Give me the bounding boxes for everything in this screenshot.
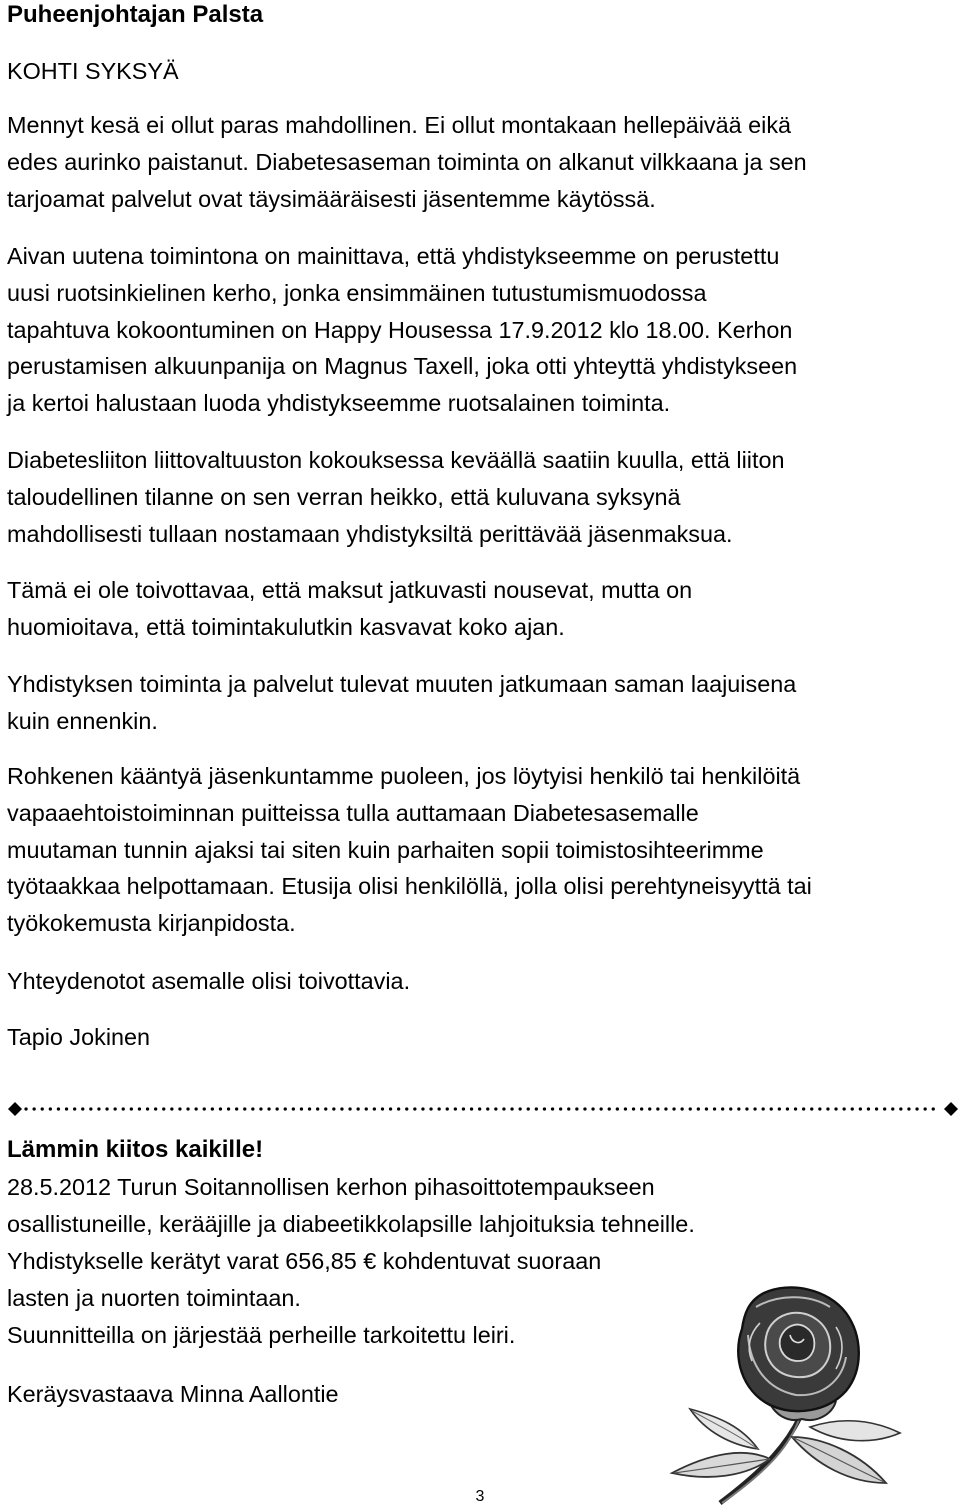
thanks-signature: Keräysvastaava Minna Aallontie xyxy=(7,1381,339,1407)
paragraph: Yhteydenotot asemalle olisi toivottavia. xyxy=(7,968,411,994)
thanks-title: Lämmin kiitos kaikille! xyxy=(7,1136,264,1163)
paragraph: Diabetesliiton liittovaltuuston kokouksessa keväällä saatiin kuulla, että liiton taloudellinen tilanne on sen verran heikko, että kuluvana syksynä mahdollisesti tullaan nostamaan yhdistyksiltä perittävää jäsenmaksua. xyxy=(7,447,785,547)
paragraph: Yhdistyksen toiminta ja palvelut tulevat muuten jatkumaan saman laajuisena kuin ennenkin. xyxy=(7,671,797,734)
paragraph-wrap-1 xyxy=(7,107,957,217)
paragraph-wrap-7 xyxy=(7,963,957,1000)
column-subtitle: KOHTI SYKSYÄ xyxy=(7,58,179,84)
column-title: Puheenjohtajan Palsta xyxy=(7,1,264,28)
paragraph: Aivan uutena toimintona on mainittava, että yhdistykseemme on perustettu uusi ruotsinkielinen kerho, jonka ensimmäinen tutustumismuodossa tapahtuva kokoontuminen on Happy Housessa 17.9.2012 klo 18.00. Kerhon perustamisen alkuunpanija on Magnus Taxell, joka otti yhteyttä yhdistykseen ja kertoi halustaan luoda yhdistykseemme ruotsalainen toiminta. xyxy=(7,243,798,417)
paragraph-wrap-3 xyxy=(7,442,957,552)
thanks-line: lasten ja nuorten toimintaan. xyxy=(7,1285,301,1311)
paragraph-wrap-2 xyxy=(7,238,957,422)
paragraph: Rohkenen kääntyä jäsenkuntamme puoleen, jos löytyisi henkilö tai henkilöitä vapaaehtoistoiminnan puitteissa tulla auttamaan Diabetesasemalle muutaman tunnin ajaksi tai siten kuin parhaiten sopii toimistosihteerimme työtaakkaa helpottamaan. Etusija olisi henkilöllä, jolla olisi perehtyneisyyttä tai työkokemusta kirjanpidosta. xyxy=(7,763,812,937)
paragraph-wrap-6 xyxy=(7,758,957,942)
thanks-line: 28.5.2012 Turun Soitannollisen kerhon pihasoittotempaukseen xyxy=(7,1174,655,1200)
paragraph: Mennyt kesä ei ollut paras mahdollinen. Ei ollut montakaan hellepäivää eikä edes aurinko paistanut. Diabetesaseman toiminta on alkanut vilkkaana ja sen tarjoamat palvelut ovat täysimääräisesti jäsentemme käytössä. xyxy=(7,112,807,212)
column-subtitle-wrap xyxy=(7,53,957,90)
paragraph-wrap-5 xyxy=(7,666,957,740)
column-signature: Tapio Jokinen xyxy=(7,1024,151,1050)
signature-wrap xyxy=(7,1019,957,1056)
column-section xyxy=(7,1,957,29)
paragraph: Tämä ei ole toivottavaa, että maksut jatkuvasti nousevat, mutta on huomioitava, että toimintakulutkin kasvavat koko ajan. xyxy=(7,577,693,640)
page-number: 3 xyxy=(475,1488,485,1505)
rose-icon xyxy=(650,1277,940,1505)
thanks-line: Suunnitteilla on järjestää perheille tarkoitettu leiri. xyxy=(7,1322,516,1348)
diamond-dotted-divider-icon xyxy=(8,1099,958,1119)
paragraph-wrap-4 xyxy=(7,572,957,646)
thanks-line: Yhdistykselle kerätyt varat 656,85 € kohdentuvat suoraan xyxy=(7,1248,602,1274)
thanks-section xyxy=(7,1136,957,1164)
thanks-line: osallistuneille, kerääjille ja diabeetikkolapsille lahjoituksia tehneille. xyxy=(7,1211,695,1237)
